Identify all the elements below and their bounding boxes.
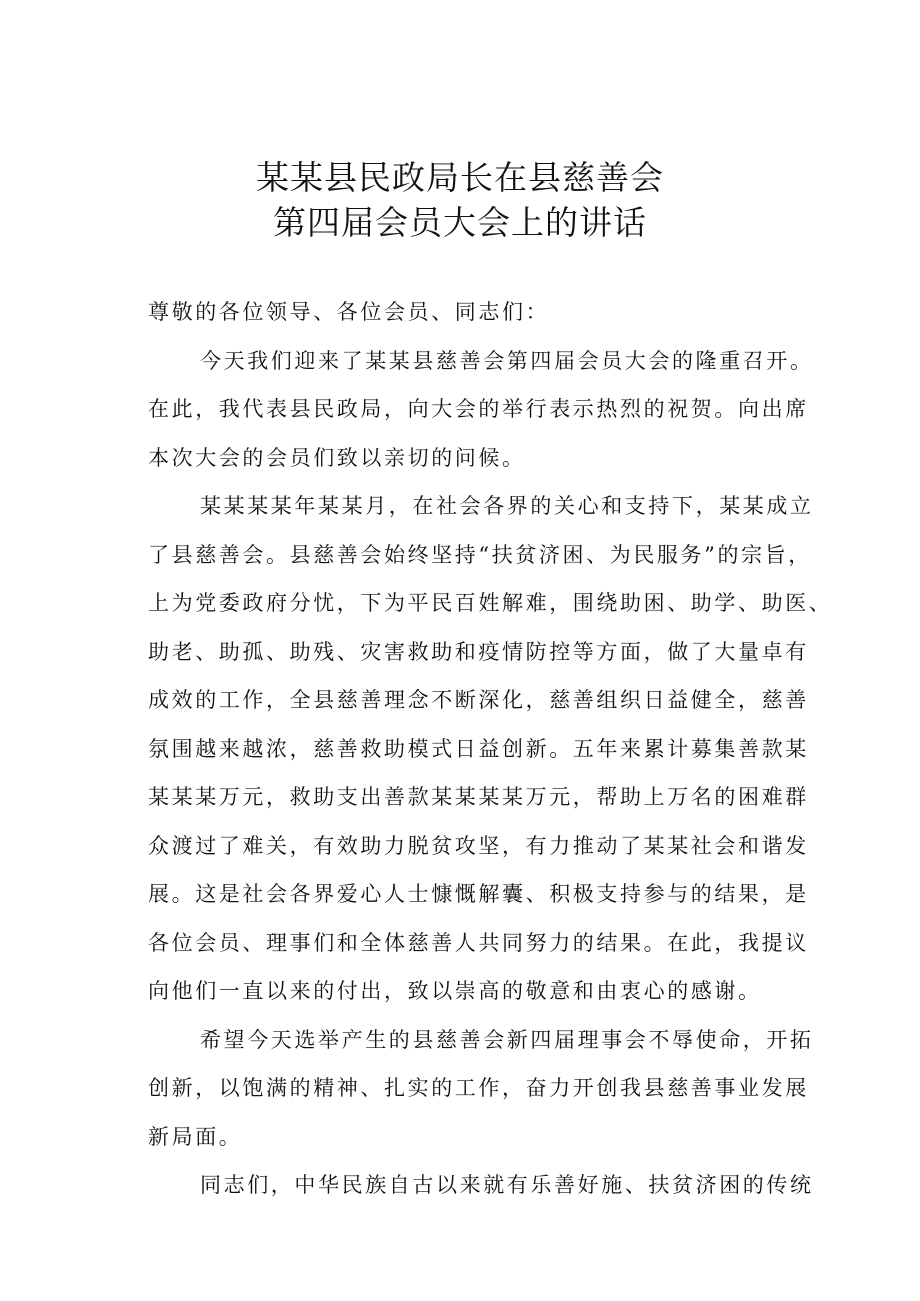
paragraph-line: 新局面。 (148, 1124, 243, 1149)
paragraph-line: 今天我们迎来了某某县慈善会第四届会员大会的隆重召开。 (200, 348, 814, 373)
document-title-line-2: 第四届会员大会上的讲话 (273, 203, 647, 242)
paragraph-line: 了县慈善会。县慈善会始终坚持“扶贫济困、为民服务”的宗旨， (148, 542, 812, 567)
paragraph-line: 创新，以饱满的精神、扎实的工作，奋力开创我县慈善事业发展 (148, 1076, 809, 1100)
paragraph-line: 展。这是社会各界爱心人士慷慨解囊、积极支持参与的结果，是 (148, 882, 809, 906)
paragraph-line: 本次大会的会员们致以亲切的问候。 (148, 445, 526, 470)
paragraph-line: 成效的工作，全县慈善理念不断深化，慈善组织日益健全，慈善 (148, 688, 809, 712)
salutation-line: 尊敬的各位领导、各位会员、同志们： (148, 300, 550, 324)
document-body (148, 288, 833, 1210)
paragraph-line: 向他们一直以来的付出，致以崇高的敬意和由衷心的感谢。 (148, 979, 762, 1003)
paragraph-line: 上为党委政府分忧，下为平民百姓解难，围绕助困、助学、助医、 (148, 591, 833, 615)
paragraph-line: 氛围越来越浓，慈善救助模式日益创新。五年来累计募集善款某 (148, 736, 809, 761)
paragraph-line: 希望今天选举产生的县慈善会新四届理事会不辱使命，开拓 (200, 1027, 814, 1052)
document-title-line-1: 某某县民政局长在县慈善会 (256, 158, 664, 197)
paragraph-line: 在此，我代表县民政局，向大会的举行表示热烈的祝贺。向出席 (148, 397, 809, 421)
paragraph-line: 同志们，中华民族自古以来就有乐善好施、扶贫济困的传统 (200, 1173, 814, 1197)
paragraph-line: 各位会员、理事们和全体慈善人共同努力的结果。在此，我提议 (148, 930, 809, 955)
paragraph-line: 助老、助孤、助残、灾害救助和疫情防控等方面，做了大量卓有 (148, 639, 809, 664)
paragraph-line: 某某某万元，救助支出善款某某某某万元，帮助上万名的困难群 (148, 785, 809, 809)
paragraph-line: 某某某某年某某月，在社会各界的关心和支持下，某某成立 (200, 494, 814, 518)
paragraph-line: 众渡过了难关，有效助力脱贫攻坚，有力推动了某某社会和谐发 (148, 833, 809, 858)
